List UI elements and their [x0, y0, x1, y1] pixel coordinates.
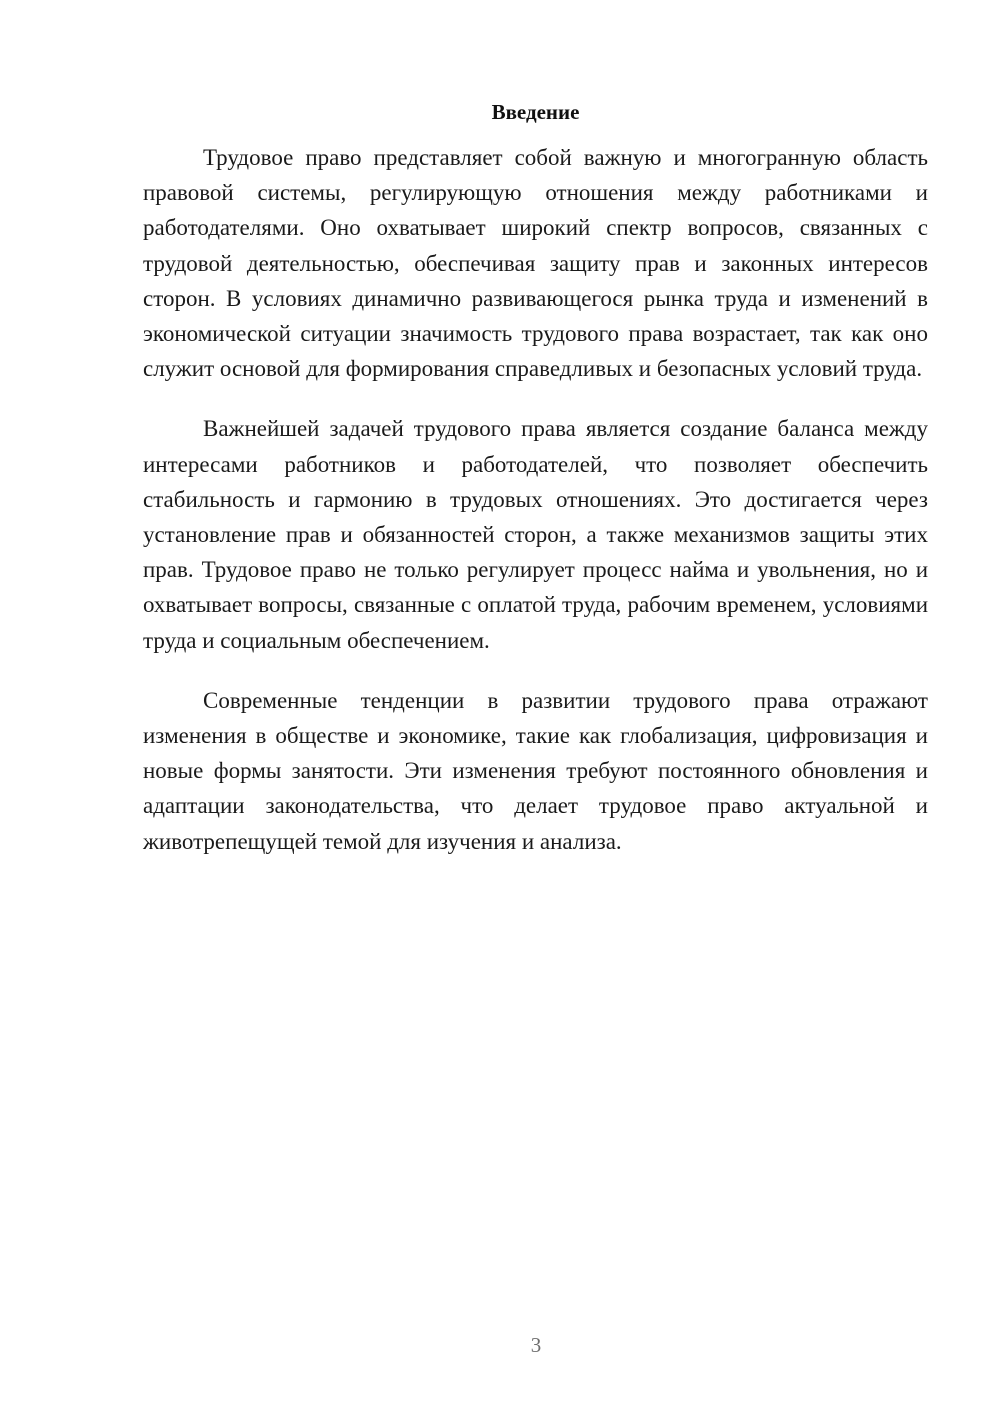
- section-title: Введение: [491, 100, 580, 124]
- page-content: [143, 96, 928, 884]
- page-number: 3: [530, 1333, 542, 1357]
- paragraph-2: Важнейшей задачей трудового права является создание баланса между интересами работников и работодателей, что позволяет обеспечить стабильность и гармонию в трудовых отношениях. Это достигается через установление прав и обязанностей сторон, а также механизмов защиты этих прав. Трудовое право не только регулирует процесс найма и увольнения, но и охватывает вопросы, связанные с оплатой труда, рабочим временем, условиями труда и социальным обеспечением.: [143, 416, 928, 653]
- paragraph-1: Трудовое право представляет собой важную и многогранную область правовой системы, регулирующую отношения между работниками и работодателями. Оно охватывает широкий спектр вопросов, связанных с трудовой деятельностью, обеспечивая защиту прав и законных интересов сторон. В условиях динамично развивающегося рынка труда и изменений в экономической ситуации значимость трудового права возрастает, так как оно служит основой для формирования справедливых и безопасных условий труда.: [143, 145, 928, 382]
- paragraph-3: Современные тенденции в развитии трудового права отражают изменения в обществе и экономике, такие как глобализация, цифровизация и новые формы занятости. Эти изменения требуют постоянного обновления и адаптации законодательства, что делает трудовое право актуальной и животрепещущей темой для изучения и анализа.: [143, 687, 928, 854]
